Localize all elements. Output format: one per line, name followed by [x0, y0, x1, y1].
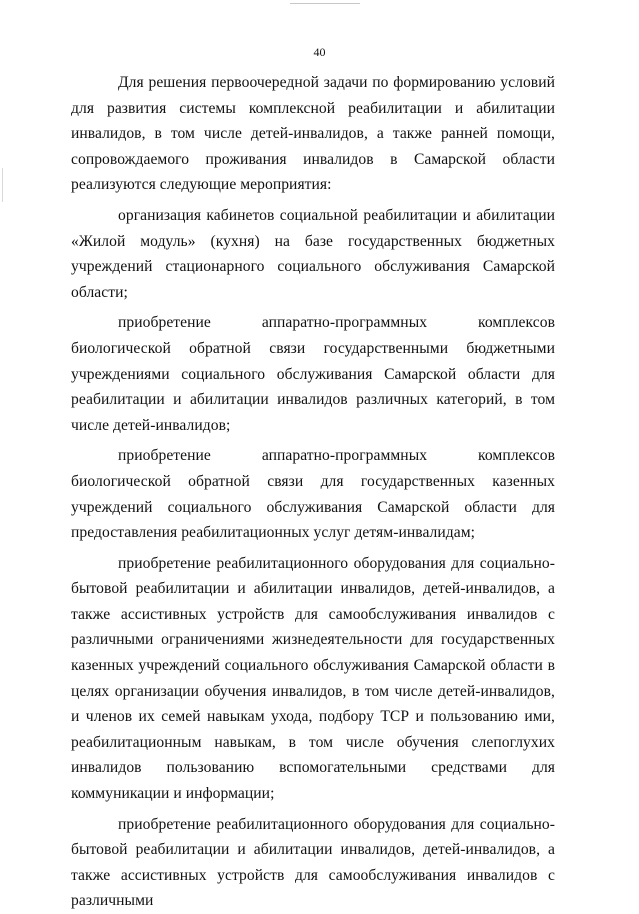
document-body	[71, 70, 555, 914]
paragraph-item-living-module: организация кабинетов социальной реабилитации и абилитации «Жилой модуль» (кухня) на базе государственных бюджетных учреждений стационарного социального обслуживания Самарской области;	[71, 206, 555, 301]
page-number: 40	[313, 45, 326, 59]
paragraph-item-rehab-equipment: приобретение реабилитационного оборудования для социально-бытовой реабилитации и абилитации инвалидов, детей-инвалидов, а также ассистивных устройств для самообслуживания инвалидов с различными ограничениями жизнедеятельности для государственных казенных учреждений социального обслуживания Самарской области в целях организации обучения инвалидов, в том числе детей-инвалидов, и членов их семей навыкам ухода, подбору ТСР и пользованию ими, реабилитационным навыкам, в том числе обучения слепоглухих инвалидов пользованию вспомогательными средствами для коммуникации и информации;	[71, 554, 555, 803]
paragraph-item-biofeedback-budget: приобретение аппаратно-программных комплексов биологической обратной связи государственными бюджетными учреждениями социального обслуживания Самарской области для реабилитации и абилитации инвалидов различных категорий, в том числе детей-инвалидов;	[71, 314, 555, 434]
scan-margin-mark	[2, 168, 3, 202]
paragraph-intro: Для решения первоочередной задачи по формированию условий для развития системы комплексной реабилитации и абилитации инвалидов, в том числе детей-инвалидов, а также ранней помощи, сопровождаемого проживания инвалидов в Самарской области реализуются следующие мероприятия:	[71, 74, 555, 194]
paragraph-item-biofeedback-state: приобретение аппаратно-программных комплексов биологической обратной связи для государственных казенных учреждений социального обслуживания Самарской области для предоставления реабилитационных услуг детям-инвалидам;	[71, 447, 555, 542]
scan-edge-line	[290, 3, 360, 4]
paragraph-item-rehab-equipment-continued: приобретение реабилитационного оборудования для социально-бытовой реабилитации и абилитации инвалидов, детей-инвалидов, а также ассистивных устройств для самообслуживания инвалидов с различными	[71, 815, 555, 910]
